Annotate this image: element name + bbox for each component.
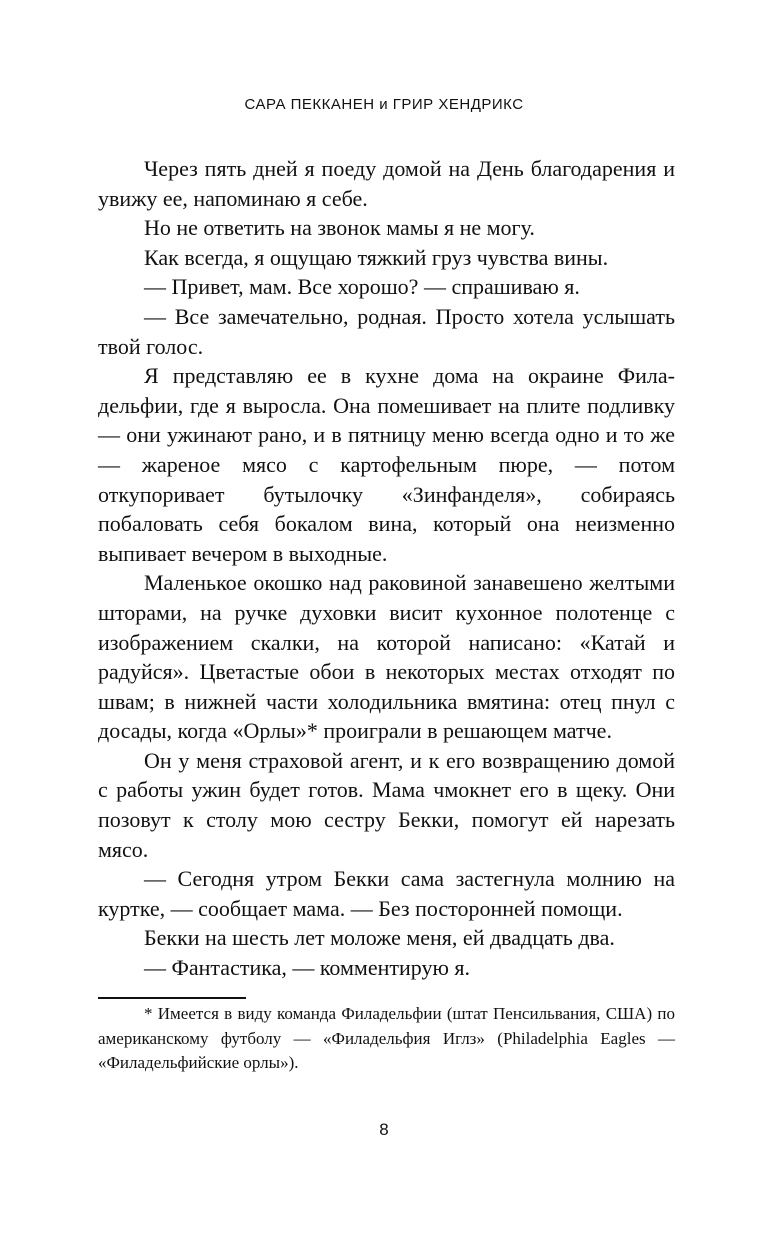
paragraph-8: Он у меня страховой агент, и к его возвращению домой с работы ужин будет готов. Мама чмокнет его в щеку. Они позовут к столу мою сестру Бекки, помогут ей нарезать мясо. xyxy=(98,747,675,862)
main-text xyxy=(98,154,675,983)
footnote-separator xyxy=(98,997,246,999)
page-number: 8 xyxy=(379,1120,389,1139)
paragraph-10: Бекки на шесть лет моложе меня, ей двадцать два. xyxy=(144,925,615,951)
paragraph-5: — Все замечательно, родная. Просто хотела услышать твой голос. xyxy=(98,303,675,359)
paragraph-6: Я представляю ее в кухне дома на окраине Филадельфии, где я выросла. Она помешивает на плите подливку — они ужинают рано, и в пятницу меню всегда одно и то же — жареное мясо с картофельным пюре, — потом откупоривает бутылочку «Зинфанделя», собираясь побаловать себя бокалом вина, который она неизменно выпивает вечером в выходные. xyxy=(98,363,675,566)
running-head: САРА ПЕККАНЕН и ГРИР ХЕНДРИКС xyxy=(244,96,524,113)
paragraph-9: — Сегодня утром Бекки сама застегнула молнию на куртке, — сообщает мама. — Без посторонней помощи. xyxy=(98,866,675,921)
footnote-text: * Имеется в виду команда Филадельфии (штат Пенсильвания, США) по американскому футболу — «Филадельфия Иглз» (Philadelphia Eagles — «Филадельфийские орлы»). xyxy=(98,1004,675,1072)
paragraph-1: Через пять дней я поеду домой на День благодарения и увижу ее, напоминаю я себе. xyxy=(98,156,675,211)
paragraph-4: — Привет, мам. Все хорошо? — спрашиваю я. xyxy=(144,274,580,300)
paragraph-3: Как всегда, я ощущаю тяжкий груз чувства вины. xyxy=(144,244,609,270)
footnote xyxy=(98,1002,675,1076)
paragraph-11: — Фантастика, — комментирую я. xyxy=(144,955,471,981)
paragraph-7: Маленькое окошко над раковиной занавешено желтыми шторами, на ручке духовки висит кухонное полотенце с изображением скалки, на которой написано: «Катай и радуйся». Цветастые обои в некоторых местах отходят по швам; в нижней части холодильника вмятина: отец пнул с досады, когда «Орлы»* проиграли в решающем матче. xyxy=(98,570,675,744)
paragraph-2: Но не ответить на звонок мамы я не могу. xyxy=(144,215,535,241)
